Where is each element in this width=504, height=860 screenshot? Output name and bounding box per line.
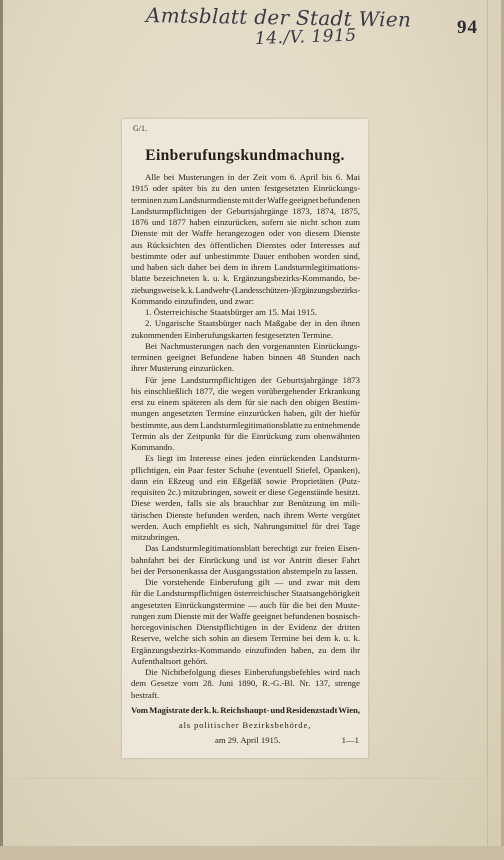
notice-line-text: 1915 oder später bis zu den unten festgesetzten Einrückungs- <box>131 183 360 194</box>
notice-line-text: werden. Auch empfiehlt es sich, Nahrungsmittel für drei Tage <box>131 520 360 531</box>
notice-line <box>131 577 360 588</box>
notice-line <box>131 217 360 228</box>
notice-line <box>131 656 360 667</box>
notice-line <box>131 667 360 678</box>
notice-paragraph <box>131 318 360 341</box>
notice-line <box>131 442 360 453</box>
notice-line-text: 1. Österreichische Staatsbürger am 15. Mai 1915. <box>145 307 317 317</box>
notice-line <box>131 296 360 307</box>
insertion-number: 1—1 <box>341 735 359 745</box>
notice-line <box>131 420 360 431</box>
notice-line-text: Die Nichtbefolgung dieses Einberufungsbefehles wird nach <box>145 667 360 677</box>
notice-line <box>131 330 360 341</box>
notice-line-text: terminen zum Landsturmdienste mit der Waffe geeignet befundenen <box>131 194 360 205</box>
notice-line <box>131 645 360 656</box>
notice-line <box>131 363 360 374</box>
notice-line-text: Das Landsturmlegitimationsblatt berechtigt zur freien Eisen- <box>145 543 360 554</box>
notice-line <box>131 431 360 442</box>
notice-line <box>131 600 360 611</box>
signature-authority <box>131 705 360 716</box>
notice-line <box>131 397 360 408</box>
reference-code: G/1. <box>133 124 147 133</box>
notice-line-text: bestimmte oder auf unbestimmte Dauer enthoben worden sind, <box>131 250 360 261</box>
notice-paragraph <box>131 543 360 577</box>
notice-line <box>131 510 360 521</box>
notice-line-text: Kommando einzufinden, und zwar: <box>131 295 255 306</box>
notice-line <box>131 555 360 566</box>
notice-line-text: Termin als der Zeitpunkt für die Einrückung zum obenwähnten <box>131 430 360 441</box>
page-number: 94 <box>457 17 478 38</box>
page-fold-line <box>487 0 488 860</box>
notice-line <box>131 341 360 352</box>
notice-line <box>131 678 360 689</box>
notice-line-text: Die vorstehende Einberufung gilt — und zwar mit dem <box>145 577 360 587</box>
notice-line-text: Dienste mit der Waffe herangezogen oder von diesem Dienste <box>131 228 360 239</box>
notice-line <box>131 521 360 532</box>
notice-line-text: ziehungsweise k. k. Landwehr-(Landesschützen-)Ergänzungsbezirks- <box>131 284 360 295</box>
notice-paragraph <box>131 375 360 454</box>
notice-line-text: bei der Personenkassa der Ausgangsstation abstempeln zu lassen. <box>131 565 358 576</box>
page-crease <box>3 778 487 779</box>
notice-line <box>131 273 360 284</box>
notice-line <box>131 690 360 701</box>
notice-line <box>131 408 360 419</box>
notice-line <box>131 262 360 273</box>
notice-paragraph <box>131 172 360 307</box>
notice-line-text: für die Landsturmpflichtigen österreichischer Staatsangehörigkeit <box>131 588 360 599</box>
notice-line <box>131 588 360 599</box>
notice-line <box>131 251 360 262</box>
notice-line <box>131 476 360 487</box>
notice-line <box>131 240 360 251</box>
notice-paragraph <box>131 667 360 701</box>
notice-line-text: mitzubringen. <box>131 532 180 542</box>
notice-line-text: zukommenden Einberufungskarten festgesetzten Termine. <box>131 329 333 340</box>
notice-line-text: pflichtigen, ein Paar fester Schuhe (eventuell Stiefel, Opanken), <box>131 464 360 475</box>
notice-line-text: Kommando. <box>131 442 175 452</box>
notice-line-text: und haben sich daher bei dem in ihrem Landsturmlegitimations- <box>131 262 360 272</box>
handwritten-heading: Amtsblatt der Stadt Wien <box>145 3 412 32</box>
notice-paragraph <box>131 341 360 375</box>
notice-line <box>131 318 360 329</box>
notice-line <box>131 206 360 217</box>
notice-line-text: bestimmte, aus dem Landsturmlegitimationsblatte zu entnehmende <box>131 419 360 430</box>
notice-line <box>131 487 360 498</box>
notice-line <box>131 566 360 577</box>
notice-line-text: Reserve, welche sich sohin an diesem Termine bei dem k. u. k. <box>131 633 360 644</box>
notice-line-text: 2. Ungarische Staatsbürger nach Maßgabe der in den ihnen <box>145 318 360 329</box>
notice-line-text: ihrer Musterung einzurücken. <box>131 363 235 374</box>
notice-line-text: terminen geeignet Befundene haben binnen 48 Stunden nach <box>131 352 360 362</box>
notice-line <box>131 352 360 363</box>
notice-line <box>131 622 360 633</box>
notice-line-text: Landsturmpflichtigen der Geburtsjahrgänge 1873, 1874, 1875, <box>131 205 360 216</box>
notice-line-text: bestraft. <box>131 689 160 700</box>
notice-line-text: dem Gesetze vom 28. Juni 1890, R.-G.-Bl. Nr. 137, strenge <box>131 678 360 689</box>
notice-paragraph <box>131 453 360 543</box>
scan-edge-left <box>0 0 3 860</box>
notice-line <box>131 498 360 509</box>
notice-line-text: bis einschließlich 1877, die wegen vorübergehender Erkrankung <box>131 385 360 396</box>
signature-authority-text: Vom Magistrate der k. k. Reichshaupt- und Residenzstadt Wien, <box>131 705 360 715</box>
notice-line-text: bahnfahrt bei der Einrückung und ist vor Antritt dieser Fahrt <box>131 554 360 565</box>
notice-line <box>131 307 360 318</box>
notice-paragraph <box>131 307 360 318</box>
signature-role: als politischer Bezirksbehörde, <box>178 720 312 730</box>
notice-line <box>131 375 360 386</box>
notice-line-text: requisiten 2c.) mitzubringen, soweit er diese Gegenstände besitzt. <box>131 487 360 497</box>
notice-line-text: Es liegt im Interesse eines jeden einrückenden Landsturm- <box>145 453 360 464</box>
notice-line <box>131 611 360 622</box>
notice-title: Einberufungskundmachung. <box>145 147 345 164</box>
notice-line-text: angesetzten Einrückungstermine — auch für die bei den Muste- <box>131 599 360 610</box>
handwritten-date: 14./V. 1915 <box>254 25 357 49</box>
notice-line-text: aus Rücksichten des öffentlichen Dienstes oder Interesses auf <box>131 239 360 250</box>
notice-line <box>131 633 360 644</box>
notice-line <box>131 172 360 183</box>
notice-line-text: Aufenthaltsort gehört. <box>131 655 208 666</box>
notice-line-text: blatte bezeichneten k. u. k. Ergänzungsbezirks-Kommando, be- <box>131 273 360 284</box>
notice-line-text: 1876 und 1877 haben einzurücken, sofern sie nicht schon zum <box>131 217 360 227</box>
notice-line <box>131 532 360 543</box>
notice-line-text: erst zu einem späteren als dem für sie nach den obigen Bestim- <box>131 397 360 407</box>
notice-line-text: Für jene Landsturmpflichtigen der Geburtsjahrgänge 1873 <box>145 374 360 385</box>
scan-edge-bottom <box>0 846 504 860</box>
notice-line <box>131 386 360 397</box>
signature-date: am 29. April 1915. <box>215 735 281 745</box>
notice-line-text: tärischen Dienste befunden werden, nach ihrem Werte vergütet <box>131 509 360 520</box>
notice-line-text: Ergänzungsbezirks-Kommando einzufinden haben, zu dem ihr <box>131 644 360 655</box>
newspaper-clipping <box>122 119 368 758</box>
notice-paragraph <box>131 577 360 667</box>
notice-line <box>131 183 360 194</box>
notice-line-text: hercegovinischen Dienstpflichtigen in der Evidenz der dritten <box>131 622 360 632</box>
notice-line-text: Alle bei Musterungen in der Zeit vom 6. April bis 6. Mai <box>145 172 360 182</box>
notice-line <box>131 543 360 554</box>
notice-line-text: Diese werden, falls sie als brauchbar zur Benützung im mili- <box>131 498 360 509</box>
notice-line-text: mungen angesetzten Termine einzurücken haben, gilt der hiefür <box>131 408 360 419</box>
notice-line <box>131 285 360 296</box>
notice-body <box>131 172 360 701</box>
notice-line-text: dann ein Eßzeug und ein Eßgefäß sowie Proprietäten (Putz- <box>131 475 360 486</box>
notice-line <box>131 465 360 476</box>
notice-line-text: Bei Nachmusterungen nach den vorgenannten Einrückungs- <box>145 340 360 351</box>
notice-line <box>131 228 360 239</box>
notice-line-text: rungen zum Dienste mit der Waffe geeignet befundenen bosnisch- <box>131 610 360 621</box>
notice-line <box>131 195 360 206</box>
notice-line <box>131 453 360 464</box>
